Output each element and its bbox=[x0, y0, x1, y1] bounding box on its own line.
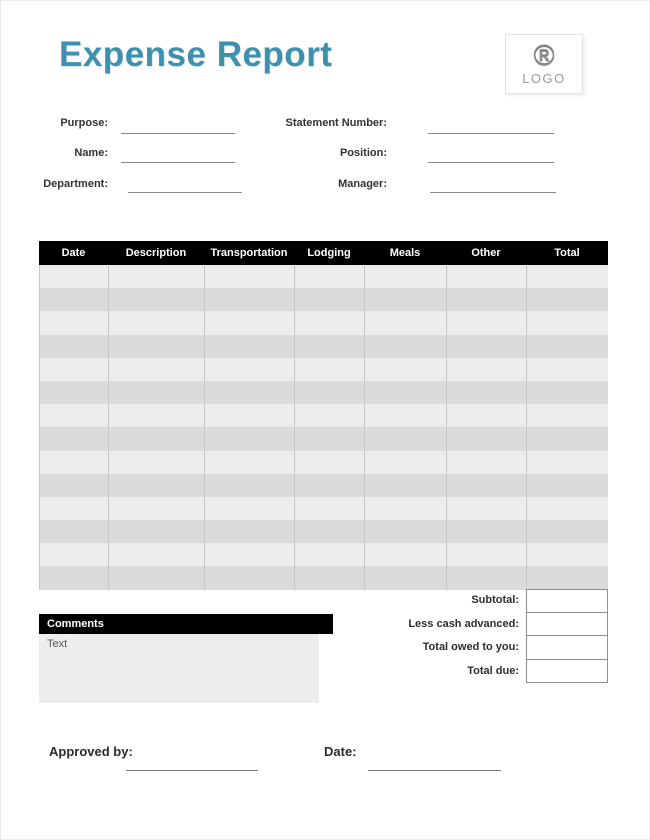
table-cell[interactable] bbox=[108, 358, 204, 381]
table-cell[interactable] bbox=[39, 474, 108, 497]
table-cell[interactable] bbox=[526, 288, 608, 311]
table-cell[interactable] bbox=[294, 265, 364, 288]
table-cell[interactable] bbox=[446, 265, 526, 288]
table-cell[interactable] bbox=[526, 404, 608, 427]
statement-number-label: Statement Number: bbox=[285, 117, 387, 129]
table-cell[interactable] bbox=[204, 288, 294, 311]
name-input-line[interactable] bbox=[121, 162, 235, 163]
table-cell[interactable] bbox=[39, 543, 108, 566]
total-owed-to-you-value-box[interactable] bbox=[526, 636, 608, 660]
table-cell[interactable] bbox=[39, 265, 108, 288]
table-cell[interactable] bbox=[294, 497, 364, 520]
logo-box bbox=[505, 34, 583, 94]
table-cell[interactable] bbox=[526, 427, 608, 450]
table-cell[interactable] bbox=[364, 335, 446, 358]
table-cell[interactable] bbox=[446, 288, 526, 311]
column-header-date: Date bbox=[61, 247, 86, 259]
table-cell[interactable] bbox=[364, 311, 446, 334]
table-cell[interactable] bbox=[364, 265, 446, 288]
table-cell[interactable] bbox=[364, 566, 446, 589]
position-label: Position: bbox=[339, 147, 387, 159]
table-cell[interactable] bbox=[364, 288, 446, 311]
summary-row-subtotal bbox=[331, 589, 608, 613]
table-cell[interactable] bbox=[204, 474, 294, 497]
table-cell[interactable] bbox=[294, 566, 364, 589]
registered-trademark-icon: ® bbox=[533, 41, 555, 73]
logo-label: LOGO bbox=[522, 71, 566, 86]
table-row bbox=[39, 427, 608, 450]
expense-table bbox=[39, 241, 608, 590]
table-cell[interactable] bbox=[364, 474, 446, 497]
table-row bbox=[39, 288, 608, 311]
comments-header: Comments bbox=[39, 614, 333, 634]
statement-number-input-line[interactable] bbox=[428, 133, 554, 134]
date-label: Date: bbox=[324, 744, 357, 759]
total-owed-to-you-label: Total owed to you: bbox=[422, 641, 519, 653]
column-header-total: Total bbox=[554, 247, 580, 259]
table-cell[interactable] bbox=[108, 497, 204, 520]
table-row bbox=[39, 451, 608, 474]
total-due-value-box[interactable] bbox=[526, 660, 608, 684]
table-cell[interactable] bbox=[294, 288, 364, 311]
table-cell[interactable] bbox=[526, 358, 608, 381]
summary-row-total-due bbox=[331, 660, 608, 684]
table-cell[interactable] bbox=[108, 265, 204, 288]
table-cell[interactable] bbox=[526, 311, 608, 334]
total-due-label: Total due: bbox=[467, 664, 519, 677]
table-cell[interactable] bbox=[294, 335, 364, 358]
table-row bbox=[39, 404, 608, 427]
table-row bbox=[39, 497, 608, 520]
table-cell[interactable] bbox=[108, 427, 204, 450]
table-cell[interactable] bbox=[39, 311, 108, 334]
table-cell[interactable] bbox=[526, 381, 608, 404]
table-cell[interactable] bbox=[294, 358, 364, 381]
table-cell[interactable] bbox=[294, 381, 364, 404]
table-cell[interactable] bbox=[526, 335, 608, 358]
table-cell[interactable] bbox=[39, 497, 108, 520]
table-cell[interactable] bbox=[39, 566, 108, 589]
department-label: Department: bbox=[43, 178, 108, 190]
position-input-line[interactable] bbox=[428, 162, 554, 163]
table-cell[interactable] bbox=[526, 265, 608, 288]
table-cell[interactable] bbox=[39, 358, 108, 381]
table-row bbox=[39, 474, 608, 497]
table-cell[interactable] bbox=[364, 520, 446, 543]
table-cell[interactable] bbox=[204, 335, 294, 358]
table-cell[interactable] bbox=[39, 404, 108, 427]
table-cell[interactable] bbox=[446, 358, 526, 381]
table-cell[interactable] bbox=[364, 427, 446, 450]
column-header-description: Description bbox=[125, 247, 187, 259]
manager-label: Manager: bbox=[338, 178, 387, 190]
table-cell[interactable] bbox=[446, 520, 526, 543]
table-cell[interactable] bbox=[204, 427, 294, 450]
column-header-lodging: Lodging bbox=[307, 247, 351, 259]
subtotal-value-box[interactable] bbox=[526, 589, 608, 613]
page-title: Expense Report bbox=[59, 35, 333, 74]
comments-text-area[interactable]: Text bbox=[39, 634, 319, 703]
table-row bbox=[39, 311, 608, 334]
table-cell[interactable] bbox=[446, 381, 526, 404]
table-cell[interactable] bbox=[446, 451, 526, 474]
table-cell[interactable] bbox=[294, 543, 364, 566]
table-cell[interactable] bbox=[364, 543, 446, 566]
table-cell[interactable] bbox=[446, 404, 526, 427]
table-cell[interactable] bbox=[108, 381, 204, 404]
column-header-meals: Meals bbox=[389, 247, 421, 259]
name-label: Name: bbox=[74, 147, 108, 159]
column-header-other: Other bbox=[471, 247, 501, 259]
table-cell[interactable] bbox=[294, 474, 364, 497]
table-row bbox=[39, 381, 608, 404]
table-cell[interactable] bbox=[446, 474, 526, 497]
table-cell[interactable] bbox=[204, 311, 294, 334]
table-cell[interactable] bbox=[294, 451, 364, 474]
approved-by-label: Approved by: bbox=[49, 744, 133, 759]
less-cash-advanced-label: Less cash advanced: bbox=[408, 617, 519, 630]
table-cell[interactable] bbox=[446, 311, 526, 334]
table-cell[interactable] bbox=[39, 520, 108, 543]
table-cell[interactable] bbox=[294, 427, 364, 450]
date-signature-line[interactable] bbox=[368, 770, 501, 771]
table-cell[interactable] bbox=[204, 265, 294, 288]
table-cell[interactable] bbox=[39, 427, 108, 450]
table-cell[interactable] bbox=[294, 520, 364, 543]
purpose-label: Purpose: bbox=[60, 117, 108, 129]
table-cell[interactable] bbox=[294, 404, 364, 427]
table-header-row bbox=[39, 241, 608, 265]
table-cell[interactable] bbox=[446, 427, 526, 450]
table-cell[interactable] bbox=[108, 543, 204, 566]
table-cell[interactable] bbox=[526, 474, 608, 497]
table-row bbox=[39, 566, 608, 589]
purpose-input-line[interactable] bbox=[121, 133, 235, 134]
table-cell[interactable] bbox=[446, 497, 526, 520]
summary-row-less-cash-advanced bbox=[331, 613, 608, 637]
table-cell[interactable] bbox=[39, 335, 108, 358]
table-cell[interactable] bbox=[204, 451, 294, 474]
table-cell[interactable] bbox=[446, 566, 526, 589]
table-cell[interactable] bbox=[364, 381, 446, 404]
table-cell[interactable] bbox=[108, 520, 204, 543]
summary-block bbox=[331, 589, 608, 683]
table-row bbox=[39, 358, 608, 381]
table-cell[interactable] bbox=[364, 358, 446, 381]
table-cell[interactable] bbox=[108, 404, 204, 427]
table-cell[interactable] bbox=[39, 381, 108, 404]
table-cell[interactable] bbox=[204, 358, 294, 381]
table-row bbox=[39, 543, 608, 566]
table-cell[interactable] bbox=[526, 520, 608, 543]
manager-input-line[interactable] bbox=[430, 192, 556, 193]
table-cell[interactable] bbox=[446, 543, 526, 566]
table-cell[interactable] bbox=[364, 404, 446, 427]
table-cell[interactable] bbox=[204, 381, 294, 404]
table-cell[interactable] bbox=[294, 311, 364, 334]
table-cell[interactable] bbox=[204, 404, 294, 427]
summary-row-total-owed bbox=[331, 636, 608, 660]
table-body bbox=[39, 265, 608, 590]
table-row bbox=[39, 335, 608, 358]
table-cell[interactable] bbox=[204, 543, 294, 566]
column-header-transportation: Transportation bbox=[210, 247, 288, 259]
table-cell[interactable] bbox=[39, 288, 108, 311]
table-cell[interactable] bbox=[446, 335, 526, 358]
table-cell[interactable] bbox=[526, 566, 608, 589]
table-cell[interactable] bbox=[526, 497, 608, 520]
table-cell[interactable] bbox=[526, 543, 608, 566]
table-cell[interactable] bbox=[204, 520, 294, 543]
table-cell[interactable] bbox=[108, 288, 204, 311]
subtotal-label: Subtotal: bbox=[471, 594, 519, 606]
table-cell[interactable] bbox=[526, 451, 608, 474]
table-row bbox=[39, 265, 608, 288]
table-cell[interactable] bbox=[108, 474, 204, 497]
table-cell[interactable] bbox=[204, 497, 294, 520]
table-cell[interactable] bbox=[108, 335, 204, 358]
table-cell[interactable] bbox=[108, 451, 204, 474]
table-cell[interactable] bbox=[204, 566, 294, 589]
table-cell[interactable] bbox=[364, 451, 446, 474]
table-cell[interactable] bbox=[108, 566, 204, 589]
department-input-line[interactable] bbox=[128, 192, 242, 193]
approved-by-signature-line[interactable] bbox=[126, 770, 258, 771]
table-cell[interactable] bbox=[364, 497, 446, 520]
less-cash-advanced-value-box[interactable] bbox=[526, 613, 608, 637]
table-row bbox=[39, 520, 608, 543]
table-cell[interactable] bbox=[39, 451, 108, 474]
table-cell[interactable] bbox=[108, 311, 204, 334]
